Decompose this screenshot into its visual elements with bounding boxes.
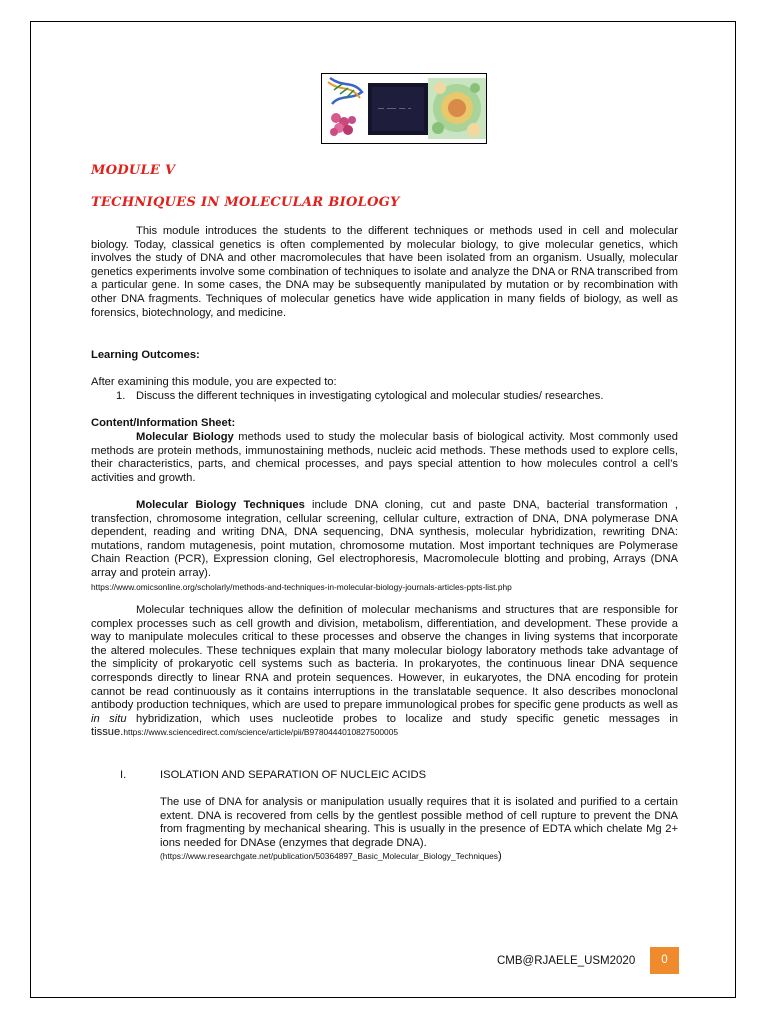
section-heading: ISOLATION AND SEPARATION OF NUCLEIC ACIDS xyxy=(160,769,427,781)
molecular-techniques-text-a: Molecular techniques allow the definition of molecular mechanisms and structures that are responsible for complex processes such as cell growth and division, metabolism, differentiation, and development. These provide a way to manipulate molecules critical to these processes and observe the changes in living systems that incorporate the altered molecules. These techniques explain that many molecular biology laboratory methods take advantage of the simplicity of prokaryotic cell systems such as bacteria. In prokaryotes, the continuous linear DNA sequence corresponds directly to linear RNA and protein sequences. However, in eukaryotes, the DNA encoding for protein cannot be read continuously as it contains interruptions in the translatable sequence. It also describes monoclonal antibody production techniques, which are used to prepare immunological probes for specific gene products as well as xyxy=(91,604,678,712)
isolation-text: The use of DNA for analysis or manipulation usually requires that it is isolated and purified to a certain extent. DNA is recovered from cells by the gentlest possible method of cell rupture to prevent the DNA from fragmenting by mechanical shearing. This is usually in the presence of EDTA which chelate Mg 2+ ions needed for DNAse (enzymes that degrade DNA). xyxy=(160,796,678,849)
list-text: Discuss the different techniques in investigating cytological and molecular studies/ researches. xyxy=(136,390,604,402)
plant-cell-micrograph-image xyxy=(428,78,486,139)
page-number-badge: 0 xyxy=(650,947,679,974)
techniques-term: Molecular Biology Techniques xyxy=(136,499,305,511)
isolation-paragraph xyxy=(160,796,678,864)
learning-outcomes-lead: After examining this module, you are expected to: xyxy=(91,376,337,388)
section-numeral: I. xyxy=(120,769,127,781)
researchgate-link[interactable]: (https://www.researchgate.net/publication/50364897_Basic_Molecular_Biology_Techniques xyxy=(160,851,498,862)
list-number: 1. xyxy=(116,390,126,402)
techniques-text: include DNA cloning, cut and paste DNA, bacterial transformation , transfection, chromosome integration, cellular screening, cellular culture, extraction of DNA, DNA polymerase DNA dependent, reading and writing DNA, DNA sequencing, DNA synthesis, molecular hybridization, rewriting DNA: mutations, random mutagenesis, point mutation, chromosome mutation. Most important techniques are Polymerase Chain Reaction (PCR), Expression cloning, Gel electrophoresis, Macromolecule blotting and probing, Arrays (DNA array and protein array). xyxy=(91,499,679,579)
section-title: TECHNIQUES IN MOLECULAR BIOLOGY xyxy=(91,195,400,210)
footer-course-code: CMB@RJAELE_USM2020 xyxy=(497,955,636,967)
in-situ-term: in situ xyxy=(91,712,127,725)
molecular-biology-term: Molecular Biology xyxy=(136,431,234,443)
learning-outcome-item xyxy=(116,390,603,402)
molecular-techniques-text-b: hybridization, which uses nucleotide probes to localize and study specific genetic messages in tissue. xyxy=(91,712,678,739)
dna-illustration-icon xyxy=(322,74,368,143)
techniques-paragraph xyxy=(91,499,678,594)
link-close-paren: ) xyxy=(498,850,502,863)
gel-electrophoresis-image xyxy=(368,83,428,135)
sciencedirect-link[interactable]: https://www.sciencedirect.com/science/article/pii/B9780444010827500005 xyxy=(123,727,399,738)
gel-bands: ── ─── ── ─ xyxy=(378,106,412,112)
content-sheet-heading: Content/Information Sheet: xyxy=(91,417,236,429)
learning-outcomes-heading: Learning Outcomes: xyxy=(91,349,200,361)
omicsonline-link[interactable]: https://www.omicsonline.org/scholarly/methods-and-techniques-in-molecular-biology-journals-articles-ppts-list.php xyxy=(91,581,512,592)
module-title: MODULE V xyxy=(91,163,176,178)
intro-paragraph: This module introduces the students to the different techniques or methods used in cell and molecular biology. Today, classical genetics is often complemented by molecular biology, to give molecular genetics, which involves the study of DNA and other macromolecules that have been isolated from an organism. Usually, molecular genetics experiments involve some combination of techniques to isolate and analyze the DNA or RNA transcribed from a particular gene. In some cases, the DNA may be subsequently manipulated by mutation or by recombination with other DNA fragments. Techniques of molecular genetics have wide application in many fields of biology, as well as forensics, biotechnology, and medicine. xyxy=(91,225,678,319)
molecular-biology-paragraph xyxy=(91,431,678,485)
molecular-biology-text: methods used to study the molecular basis of biological activity. Most commonly used methods are protein methods, immunostaining methods, nucleic acid methods. These methods used to explore cells, their characteristics, parts, and chemical processes, and pays special attention to how molecules control a cell’s activities and growth. xyxy=(91,431,678,484)
molecular-techniques-paragraph xyxy=(91,604,678,740)
header-banner-image xyxy=(321,73,487,144)
